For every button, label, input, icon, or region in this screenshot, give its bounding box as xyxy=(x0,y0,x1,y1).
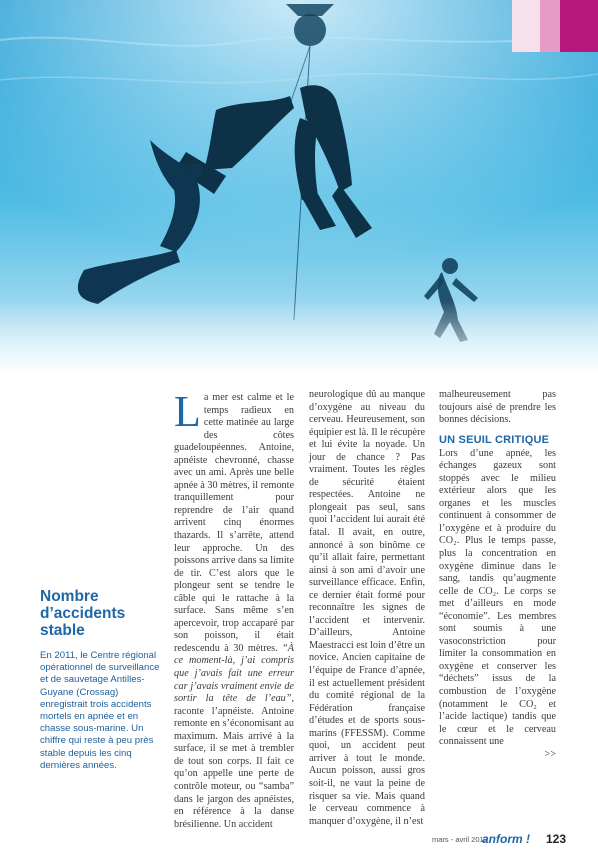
issue-date: mars - avril 2012 xyxy=(432,835,488,844)
article-text-2-cont: neurologique dû au manque d’oxygène au niveau du cerveau. Heureusement, son équipier est là. Il le récupère et lui évite la noyade. Un jour de chance ? Pas vraiment. Toutes les règles de sécurité étaient respectées. Antoine ne plongeait pas seul, sans quoi l’accident lui aurait été fatal. Il avait, en outre, annoncé à son binôme ce qu’il allait faire, permettant ainsi à son ami d’avoir une surveillance efficace. Enfin, ce dernier était formé pour reconnaître les signes de l’accident et intervenir. D’ailleurs, Antoine Maestracci est loin d’être un novice. Ancien capitaine de l’équipe de France d’apnée, il est actuellement président du comité régional de la Fédération française d’études et de sports sous-marins (FFESSM). Comme quoi, un accident peut arriver à tout le monde. Aucun poisson, aussi gros soit-il, ne vaut la peine de risquer sa vie. Mais quand le cerveau commence à manquer d’oxygène, il n’est xyxy=(309,389,425,827)
article-quote: “À ce moment-là, j’ai compris que j’avais fait une erreur car j’avais vraiment envie de sortir la tête de l’eau”, xyxy=(174,642,294,705)
sidebar-box xyxy=(40,588,160,772)
tab-light xyxy=(512,0,540,52)
page-number: 123 xyxy=(546,832,567,846)
page-footer xyxy=(432,832,572,848)
underwater-photo xyxy=(0,0,598,372)
article-column-1 xyxy=(174,387,294,831)
color-tabs xyxy=(512,0,598,52)
tab-mid xyxy=(540,0,560,52)
tab-dark xyxy=(560,0,598,52)
freedivers-illustration xyxy=(0,0,598,372)
article-column-2 xyxy=(309,389,425,828)
article-text-2-end: malheureusement pas toujours aisé de prendre les bonnes décisions. xyxy=(439,389,556,426)
section-subheading: UN SEUIL CRITIQUE xyxy=(439,433,550,446)
sidebar-title: Nombre d’accidents stable xyxy=(40,588,126,639)
magazine-logo: anform ! xyxy=(482,832,530,846)
article-text-1: a mer est calme et le temps radieux en cette matinée au large des côtes guadeloupéennes. Antoine, apnéiste chevronné, chasse avec un ami. Après une belle apnée à 30 mètres, il remonte tranquillement pour reprendre de l’air quand arrivent cinq énormes thazards. Il s’arrête, attend leur approche. Un des poissons arrive dans sa limite de tir. C’est alors que le plongeur sent se tendre le câble qui le rattache à la surface. Sans même s’en apercevoir, trop accaparé par son poisson, il était redescendu à 30 mètres. xyxy=(174,392,294,654)
article-paragraph-1 xyxy=(174,387,294,831)
continued-arrows: >> xyxy=(544,748,556,760)
article-paragraph-2: Lors d’une apnée, les échanges gazeux sont stoppés avec le milieu extérieur alors que les organes et les muscles continuent à consommer de l’oxygène et à produire du CO₂. Plus le temps passe, plus la concentration en oxygène diminue dans le sang, tandis qu’augmente celle de CO₂. Le corps se met d’ailleurs en mode “économie”. Les membres sont soumis à une vasoconstriction pour limiter la consommation en oxygène et conserver les “déchets” issus de la combustion de l’oxygène (notamment le CO₂ et l’acide lactique) tandis que le cœur et le cerveau connaissent une xyxy=(439,447,556,748)
article-text-2: raconte l’apnéiste. Antoine remonte en s’économisant au maximum. Mais arrivé à la surface, il se met à trembler de tout son corps. Il fait ce qu’on appelle une perte de contrôle moteur, ou “samba” dans le jargon des apnéistes, en référence à la danse brésilienne. Un accident xyxy=(174,705,294,830)
dropcap: L xyxy=(174,387,201,436)
sidebar-text: En 2011, le Centre régional opérationnel de surveillance et de sauvetage Antilles-Guyane (Crossag) enregistrait trois accidents mortels en apnée et en chasse sous-marine. Un chiffre qui reste à peu près stable depuis les cinq dernières années. xyxy=(40,650,160,771)
article-column-3 xyxy=(439,389,556,761)
